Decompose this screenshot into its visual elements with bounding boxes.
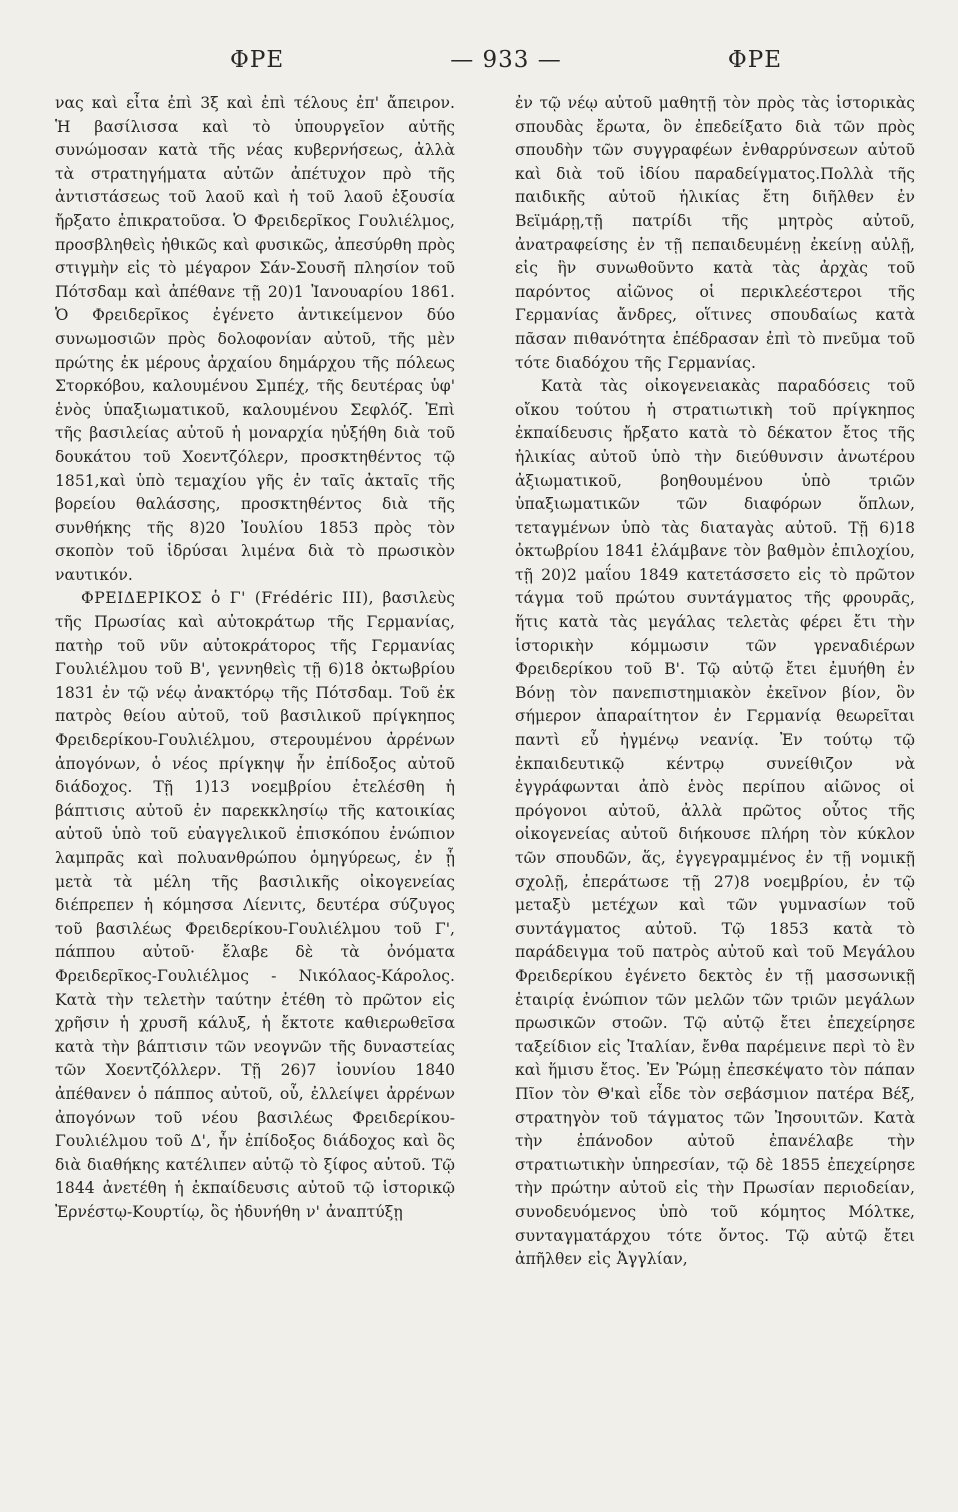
right-paragraph-1: ἐν τῷ νέῳ αὐτοῦ μαθητῇ τὸν πρὸς τὰς ἱστορικὰς σπουδὰς ἔρωτα, ὃν ἐπεδείξατο διὰ τῶν πρὸς σπουδὴν τῶν συγγραφέων ἐνθαρρύνσεων αὐτοῦ καὶ διὰ τοῦ ἰδίου παραδείγματος.Πολλὰ τῆς παιδικῆς αὐτοῦ ἡλικίας ἔτη διῆλθεν ἐν Βεϊμάρῃ,τῇ πατρίδι τῆς μητρὸς αὐτοῦ, ἀνατραφείσης ἐν τῇ πεπαιδευμένῃ ἐκείνῃ αὐλῇ, εἰς ἣν συνωθοῦντο κατὰ τὰς ἀρχὰς τοῦ παρόντος αἰῶνος οἱ περικλεέστεροι τῆς Γερμανίας ἄνδρες, οἵτινες σπουδαίως κατὰ πᾶσαν πιθανότητα ἐπέδρασαν ἐπὶ τὸ πνεῦμα τοῦ τότε διαδόχου τῆς Γερμανίας.	[515, 94, 915, 372]
running-head-right: ΦΡΕ	[727, 47, 782, 73]
page-header	[55, 40, 932, 80]
entry-frederick-iii	[55, 587, 455, 1224]
right-column	[515, 92, 915, 1512]
left-column	[55, 92, 455, 1512]
entry-headword: ΦΡΕΙΔΕΡΙΚΟΣ ὁ Γ' (Frédéric III),	[81, 589, 375, 608]
text-columns	[55, 92, 932, 1512]
left-paragraph-1: νας καὶ εἶτα ἐπὶ 3ξ καὶ ἐπὶ τέλους ἐπ' ἄπειρον. Ἡ βασίλισσα καὶ τὸ ὑπουργεῖον αὐτῆς συνώμοσαν κατὰ τῆς νέας κυβερνήσεως, ἀλλὰ τὰ στρατηγήματα αὐτῶν ἀπέτυχον πρὸ τῆς ἀντιστάσεως τοῦ λαοῦ καὶ ἡ τοῦ λαοῦ ἐξουσία ἤρξατο ἐπικρατοῦσα. Ὁ Φρειδερῖκος Γουλιέλμος, προσβληθεὶς ἠθικῶς καὶ φυσικῶς, ἀπεσύρθη πρὸς στιγμὴν εἰς τὸ μέγαρον Σάν-Σουσῆ πλησίον τοῦ Πότσδαμ καὶ ἀπέθανε τῇ 20)1 Ἰανουαρίου 1861. Ὁ Φρειδερῖκος ἐγένετο ἀντικείμενον δύο συνωμοσιῶν πρὸς δολοφονίαν αὐτοῦ, τῆς μὲν πρώτης ἐκ μέρους ἀρχαίου δημάρχου τῆς πόλεως Στορκόβου, καλουμένου Σμπέχ, τῆς δευτέρας ὑφ' ἑνὸς ὑπαξιωματικοῦ, καλουμένου Σεφλόζ. Ἐπὶ τῆς βασιλείας αὐτοῦ ἡ μοναρχία ηὐξήθη διὰ τοῦ δουκάτου τοῦ Χοεντζόλερν, προσκτηθέντος τῷ 1851,καὶ ὑπὸ τεμαχίου γῆς ἐν ταῖς ἀκταῖς τῆς βορείου θαλάσσης, προσκτηθέντος διὰ τῆς συνθήκης τῆς 8)20 Ἰουλίου 1853 πρὸς τὸν σκοπὸν τοῦ ἱδρύσαι λιμένα διὰ τὸ πρωσικὸν ναυτικόν.	[55, 94, 455, 584]
left-paragraph-2: βασιλεὺς τῆς Πρωσίας καὶ αὐτοκράτωρ τῆς Γερμανίας, πατὴρ τοῦ νῦν αὐτοκράτορος τῆς Γερμανίας Γουλιέλμου τοῦ Β', γεννηθεὶς τῇ 6)18 ὀκτωβρίου 1831 ἐν τῷ νέῳ ἀνακτόρῳ τῆς Πότσδαμ. Τοῦ ἐκ πατρὸς θείου αὐτοῦ, τοῦ βασιλικοῦ πρίγκηπος Φρειδερίκου-Γουλιέλμου, στερουμένου ἀρρένων ἀπογόνων, ὁ νέος πρίγκηψ ἦν ἐπίδοξος αὐτοῦ διάδοχος. Τῇ 1)13 νοεμβρίου ἐτελέσθη ἡ βάπτισις αὐτοῦ ἐν παρεκκλησίῳ τῆς κατοικίας αὐτοῦ ὑπὸ τοῦ εὐαγγελικοῦ ἐπισκόπου ἐνώπιον λαμπρᾶς καὶ πολυανθρώπου ὁμηγύρεως, ἐν ᾗ μετὰ τὰ μέλη τῆς βασιλικῆς οἰκογενείας διέπρεπεν ἡ κόμησσα Λίενιτς, δευτέρα σύζυγος τοῦ βασιλέως Φρειδερίκου-Γουλιέλμου τοῦ Γ', πάππου αὐτοῦ· ἔλαβε δὲ τὰ ὀνόματα Φρειδερῖκος-Γουλιέλμος - Νικόλαος-Κάρολος. Κατὰ τὴν τελετὴν ταύτην ἐτέθη τὸ πρῶτον εἰς χρῆσιν ἡ χρυσῆ κάλυξ, ἡ ἔκτοτε καθιερωθεῖσα κατὰ τὴν βάπτισιν τῶν νεογνῶν τῆς δυναστείας τῶν Χοεντζόλλερν. Τῇ 26)7 ἰουνίου 1840 ἀπέθανεν ὁ πάππος αὐτοῦ, οὗ, ἐλλείψει ἀρρένων ἀπογόνων τοῦ νέου βασιλέως Φρειδερίκου-Γουλιέλμου τοῦ Δ', ἦν ἐπίδοξος διάδοχος καὶ ὃς διὰ διαθήκης κατέλιπεν αὐτῷ τὸ ξίφος αὐτοῦ. Τῷ 1844 ἀνετέθη ἡ ἐκπαίδευσις αὐτοῦ τῷ ἱστορικῷ Ἐρνέστῳ-Κουρτίῳ, ὃς ἠδυνήθη ν' ἀναπτύξῃ	[55, 589, 456, 1221]
running-head-left: ΦΡΕ	[230, 47, 285, 73]
page-number: — 933 —	[450, 47, 562, 73]
right-paragraph-2: Κατὰ τὰς οἰκογενειακὰς παραδόσεις τοῦ οἴκου τούτου ἡ στρατιωτικὴ τοῦ πρίγκηπος ἐκπαίδευσις ἤρξατο κατὰ τὸ δέκατον ἔτος τῆς ἡλικίας αὐτοῦ ὑπὸ τὴν διεύθυνσιν ἀνωτέρου ἀξιωματικοῦ, βοηθουμένου ὑπὸ τριῶν ὑπαξιωματικῶν τῶν διαφόρων ὅπλων, τεταγμένων ὑπὸ τὰς διαταγὰς αὐτοῦ. Τῇ 6)18 ὀκτωβρίου 1841 ἐλάμβανε τὸν βαθμὸν ἐπιλοχίου, τῇ 20)2 μαΐου 1849 κατετάσσετο εἰς τὸ πρῶτον τάγμα τοῦ πρώτου συντάγματος τῆς φρουρᾶς, ἥτις κατὰ τὰς μεγάλας τελετὰς φέρει ἔτι τὴν ἱστορικὴν κόμμωσιν τῶν γρεναδιέρων Φρειδερίκου τοῦ Β'. Τῷ αὐτῷ ἔτει ἐμυήθη ἐν Βόνῃ τὸν πανεπιστημιακὸν ἐκεῖνον βίον, ὃν σήμερον ἀπαραίτητον ἐν Γερμανίᾳ θεωρεῖται παντὶ εὖ ἠγμένῳ νεανίᾳ. Ἐν τούτῳ τῷ ἐκπαιδευτικῷ κέντρῳ συνείθιζον νὰ ἐγγράφωνται ἀπὸ ἑνὸς περίπου αἰῶνος οἱ πρόγονοι αὐτοῦ, ἀλλὰ πρῶτος οὗτος τῆς οἰκογενείας αὐτοῦ διήκουσε πλήρη τὸν κύκλον τῶν σπουδῶν, ἅς, ἐγγεγραμμένος ἐν τῇ νομικῇ σχολῇ, ἐπεράτωσε τῇ 27)8 νοεμβρίου, ἐν τῷ μεταξὺ μετέχων καὶ τῶν γυμνασίων τοῦ συντάγματος αὐτοῦ. Τῷ 1853 κατὰ τὸ παράδειγμα τοῦ πατρὸς αὐτοῦ καὶ τοῦ Μεγάλου Φρειδερίκου ἐγένετο δεκτὸς ἐν τῇ μασσωνικῇ ἑταιρίᾳ ἐνώπιον τῶν μελῶν τῶν τριῶν μεγάλων πρωσικῶν στοῶν. Τῷ αὐτῷ ἔτει ἐπεχείρησε ταξείδιον εἰς Ἰταλίαν, ἔνθα παρέμεινε περὶ τὸ ἓν καὶ ἥμισυ ἔτος. Ἐν Ῥώμῃ ἐπεσκέψατο τὸν πάπαν Πῖον τὸν Θ'καὶ εἶδε τὸν σεβάσμιον πατέρα Βέξ, στρατηγὸν τοῦ τάγματος τῶν Ἰησουιτῶν. Κατὰ τὴν ἐπάνοδον αὐτοῦ ἐπανέλαβε τὴν στρατιωτικὴν ὑπηρεσίαν, τῷ δὲ 1855 ἐπεχείρησε τὴν πρώτην αὐτοῦ εἰς τὴν Πρωσίαν περιοδείαν, συνοδευόμενος ὑπὸ τοῦ κόμητος Μόλτκε, συνταγματάρχου τότε ὄντος. Τῷ αὐτῷ ἔτει ἀπῆλθεν εἰς Ἀγγλίαν,	[515, 377, 915, 1269]
